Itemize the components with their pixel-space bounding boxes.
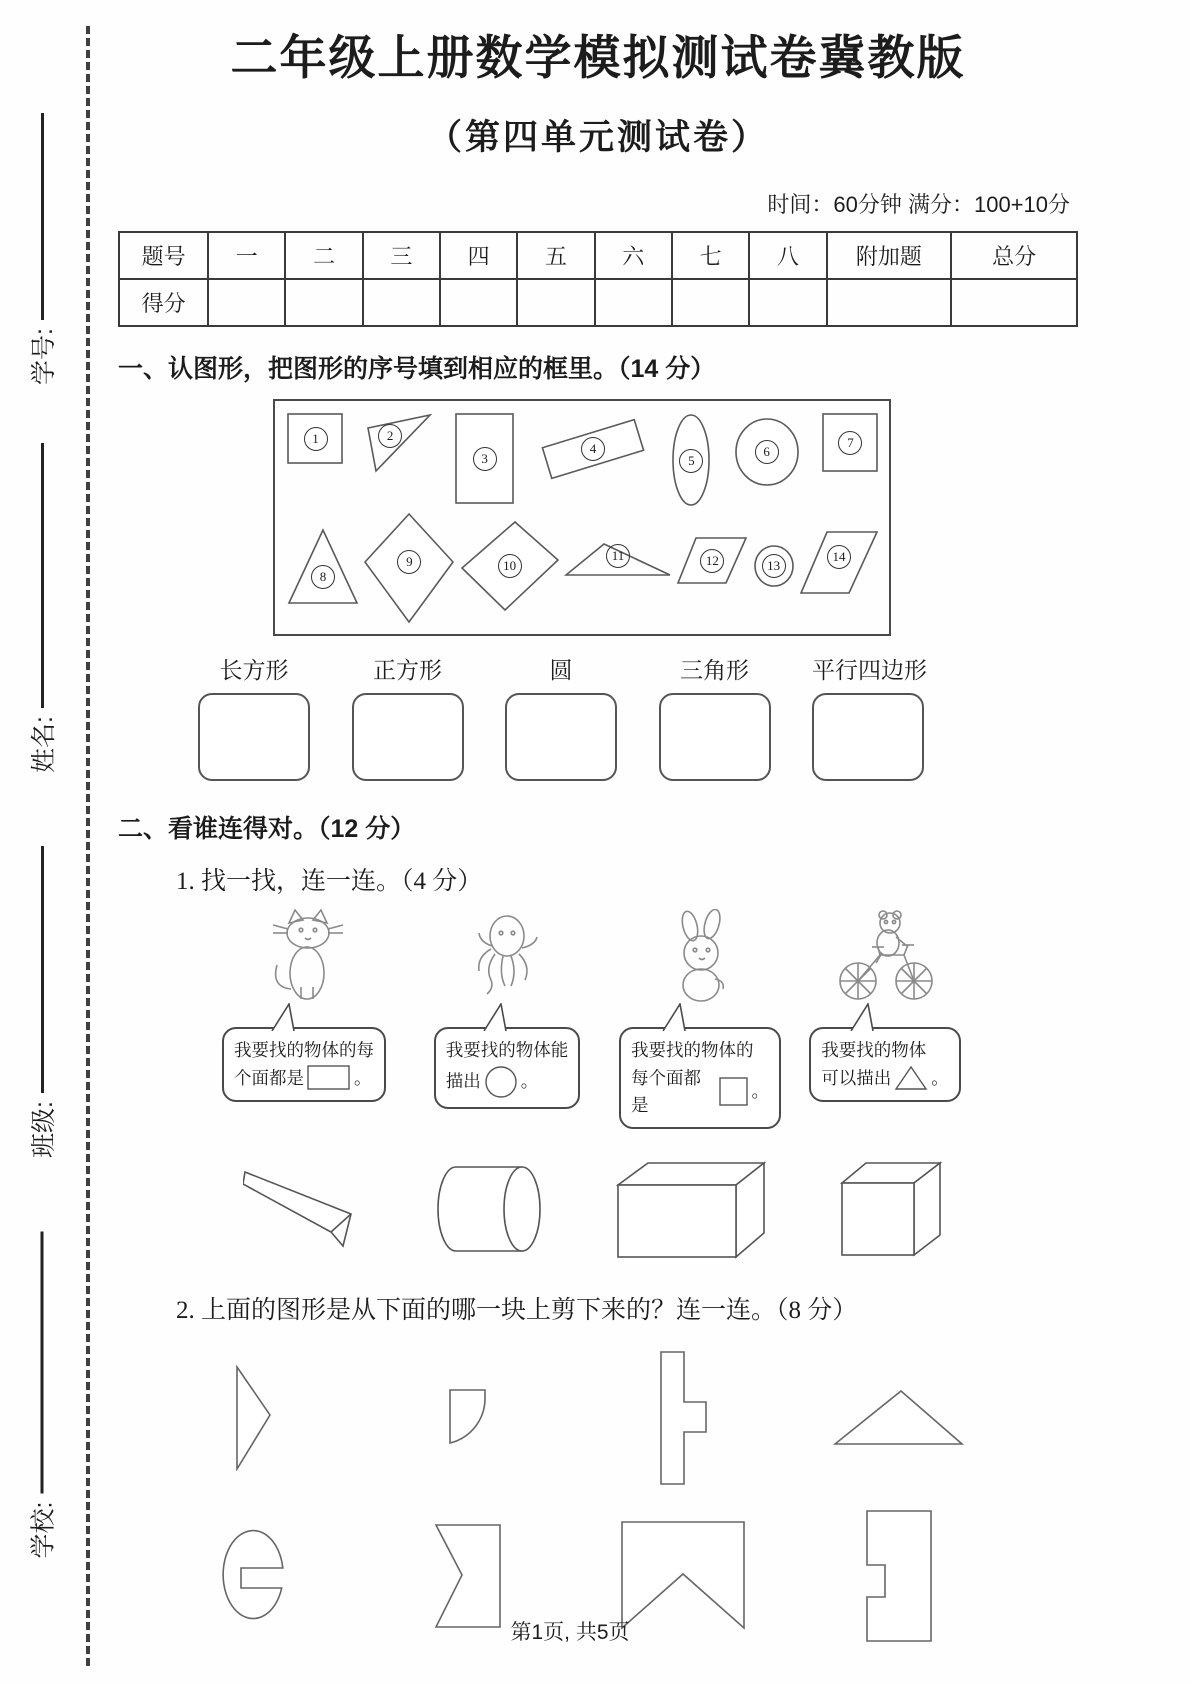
cat-illustration bbox=[261, 907, 347, 1003]
bubble-suffix: 。 bbox=[354, 1067, 372, 1088]
bubble-text-line1: 我要找的物体 bbox=[821, 1040, 927, 1061]
score-cell bbox=[363, 279, 440, 326]
score-col-7: 七 bbox=[672, 232, 749, 279]
student-number-blank-line bbox=[40, 113, 44, 320]
bubble-text-line2: 可以描出 bbox=[821, 1067, 892, 1088]
shape-2-right-triangle-icon bbox=[366, 413, 432, 473]
bubble-text-line1: 我要找的物体能 bbox=[445, 1040, 569, 1061]
score-col-2: 二 bbox=[285, 232, 362, 279]
school-blank-line bbox=[40, 1232, 44, 1494]
shape-13-small-circle-icon bbox=[753, 544, 795, 588]
fold-dashed-line bbox=[86, 26, 90, 1666]
cuboid-icon bbox=[616, 1157, 768, 1266]
triangle-icon bbox=[894, 1065, 928, 1091]
shapes-row-1 bbox=[287, 413, 879, 508]
school-field bbox=[22, 1232, 62, 1559]
bubble-suffix: 。 bbox=[931, 1067, 949, 1088]
score-col-total: 总分 bbox=[951, 232, 1077, 279]
shape-6-circle-icon bbox=[734, 417, 800, 487]
shape-1-square-icon bbox=[287, 413, 344, 465]
student-number-label: 学号: bbox=[30, 328, 58, 385]
score-col-4: 四 bbox=[440, 232, 517, 279]
category-label: 圆 bbox=[549, 658, 573, 684]
match-column-cat bbox=[213, 907, 395, 1128]
rabbit-speech-bubble bbox=[619, 1027, 781, 1128]
shape-number-badge: 7 bbox=[838, 431, 862, 455]
class-blank-line bbox=[40, 846, 44, 1093]
match-column-rabbit bbox=[619, 907, 781, 1128]
square-icon bbox=[719, 1077, 748, 1107]
shapes-row-2 bbox=[287, 512, 879, 624]
class-field bbox=[22, 846, 62, 1158]
category-triangle bbox=[659, 652, 771, 781]
octopus-speech-bubble bbox=[434, 1027, 581, 1108]
bubble-text-line1: 我要找的物体的 bbox=[631, 1040, 754, 1061]
bubble-text-line2: 每个面都是 bbox=[631, 1067, 701, 1115]
shape-11-flat-triangle-icon bbox=[564, 542, 672, 578]
shape-3-rectangle-icon bbox=[455, 413, 515, 505]
score-cell bbox=[672, 279, 749, 326]
score-cell bbox=[285, 279, 362, 326]
category-label: 长方形 bbox=[219, 658, 289, 684]
category-answer-box bbox=[505, 693, 617, 781]
category-answer-row bbox=[198, 652, 927, 781]
shape-number-badge: 11 bbox=[606, 544, 630, 568]
section1-heading: 一、认图形，把图形的序号填到相应的框里。（14 分） bbox=[118, 355, 716, 384]
score-cell bbox=[749, 279, 826, 326]
shape-number-badge: 2 bbox=[378, 424, 402, 448]
shape-number-badge: 5 bbox=[679, 449, 703, 473]
octopus-illustration bbox=[475, 907, 539, 1003]
name-field bbox=[22, 443, 62, 773]
panda-cyclist-illustration bbox=[832, 907, 938, 1003]
cut-piece-right-triangle-icon bbox=[146, 1344, 361, 1492]
class-label: 班级: bbox=[30, 1101, 58, 1158]
shape-number-badge: 3 bbox=[473, 447, 497, 471]
score-cell bbox=[595, 279, 672, 326]
score-col-3: 三 bbox=[363, 232, 440, 279]
shape-number-badge: 12 bbox=[700, 549, 724, 573]
shape-number-badge: 14 bbox=[827, 545, 851, 569]
shape-14-parallelogram-icon bbox=[799, 530, 879, 596]
category-label: 正方形 bbox=[373, 658, 442, 684]
score-col-8: 八 bbox=[749, 232, 826, 279]
match-column-panda bbox=[809, 907, 961, 1128]
rabbit-illustration bbox=[661, 907, 739, 1003]
student-number-field bbox=[22, 113, 62, 385]
cube-icon bbox=[840, 1159, 944, 1264]
cut-piece-quarter-circle-icon bbox=[361, 1344, 576, 1492]
circle-icon bbox=[484, 1065, 518, 1099]
bubble-suffix: 。 bbox=[751, 1081, 769, 1102]
shape-4-tilted-rectangle-icon bbox=[537, 417, 649, 481]
paper-body bbox=[118, 0, 1078, 1646]
bubble-tail bbox=[268, 1003, 298, 1031]
shape-number-badge: 10 bbox=[498, 554, 522, 578]
solid-objects-row bbox=[243, 1157, 1078, 1266]
triangular-prism-icon bbox=[243, 1166, 358, 1257]
shape-number-badge: 9 bbox=[397, 550, 421, 574]
score-table-corner: 题号 bbox=[119, 232, 208, 279]
section2-heading: 二、看谁连得对。（12 分） bbox=[118, 815, 416, 844]
score-row-label: 得分 bbox=[119, 279, 208, 326]
score-col-6: 六 bbox=[595, 232, 672, 279]
shape-10-quadrilateral-icon bbox=[460, 520, 560, 612]
score-cell bbox=[208, 279, 285, 326]
category-answer-box bbox=[352, 693, 464, 781]
cat-speech-bubble bbox=[222, 1027, 386, 1101]
category-label: 三角形 bbox=[680, 658, 749, 684]
score-table bbox=[118, 231, 1078, 327]
category-label: 平行四边形 bbox=[812, 658, 927, 684]
shape-number-badge: 4 bbox=[581, 437, 605, 461]
score-cell bbox=[827, 279, 952, 326]
shape-number-badge: 1 bbox=[304, 427, 328, 451]
category-answer-box bbox=[198, 693, 310, 781]
score-cell bbox=[517, 279, 594, 326]
cut-piece-rect-with-tab-icon bbox=[576, 1344, 791, 1492]
shape-9-diamond-icon bbox=[363, 512, 455, 624]
name-blank-line bbox=[40, 443, 44, 708]
bubble-tail bbox=[847, 1003, 877, 1031]
match-column-octopus bbox=[423, 907, 591, 1128]
cut-pieces-row bbox=[146, 1344, 1078, 1492]
school-label: 学校: bbox=[29, 1501, 58, 1559]
category-square bbox=[352, 652, 464, 781]
q2-1-heading: 1. 找一找，连一连。（4 分） bbox=[176, 868, 483, 896]
panda-speech-bubble bbox=[809, 1027, 961, 1101]
shape-number-badge: 13 bbox=[762, 554, 786, 578]
score-table-score-row bbox=[119, 279, 1077, 326]
q2-2-heading: 2. 上面的图形是从下面的哪一块上剪下来的？连一连。（8 分） bbox=[176, 1296, 858, 1324]
bubble-suffix: 。 bbox=[520, 1070, 539, 1091]
score-col-5: 五 bbox=[517, 232, 594, 279]
shape-12-parallelogram-icon bbox=[676, 536, 748, 586]
score-col-1: 一 bbox=[208, 232, 285, 279]
paper-subtitle: （第四单元测试卷） bbox=[426, 118, 769, 158]
rectangle-icon bbox=[307, 1065, 351, 1091]
shape-8-triangle-icon bbox=[287, 528, 359, 606]
page-number-footer: 第1页, 共5页 bbox=[510, 1621, 630, 1644]
shape-5-ellipse-icon bbox=[671, 413, 711, 508]
score-col-bonus: 附加题 bbox=[827, 232, 952, 279]
shape-7-square-icon bbox=[822, 413, 879, 473]
category-answer-box bbox=[659, 693, 771, 781]
time-score-info: 时间：60分钟 满分：100+10分 bbox=[767, 192, 1070, 218]
category-circle bbox=[505, 652, 617, 781]
category-rectangle bbox=[198, 652, 310, 781]
bubble-text-line2: 描出 bbox=[445, 1070, 481, 1091]
bubble-text-line2: 个面都是 bbox=[234, 1067, 304, 1088]
matching-columns bbox=[213, 907, 1078, 1128]
shape-number-badge: 8 bbox=[311, 565, 335, 589]
score-cell bbox=[951, 279, 1077, 326]
shape-number-badge: 6 bbox=[755, 440, 779, 464]
category-parallelogram bbox=[812, 652, 927, 781]
paper-title: 二年级上册数学模拟测试卷冀教版 bbox=[230, 31, 966, 84]
score-table-header-row bbox=[119, 232, 1077, 279]
bubble-tail bbox=[480, 1003, 510, 1031]
category-answer-box bbox=[812, 693, 924, 781]
shapes-collection-box bbox=[273, 399, 891, 636]
score-cell bbox=[440, 279, 517, 326]
bubble-text-line1: 我要找的物体的每 bbox=[234, 1040, 374, 1061]
cut-piece-flat-triangle-icon bbox=[791, 1344, 1006, 1492]
cylinder-icon bbox=[430, 1164, 544, 1259]
name-label: 姓名: bbox=[30, 716, 58, 773]
bubble-tail bbox=[659, 1003, 689, 1031]
